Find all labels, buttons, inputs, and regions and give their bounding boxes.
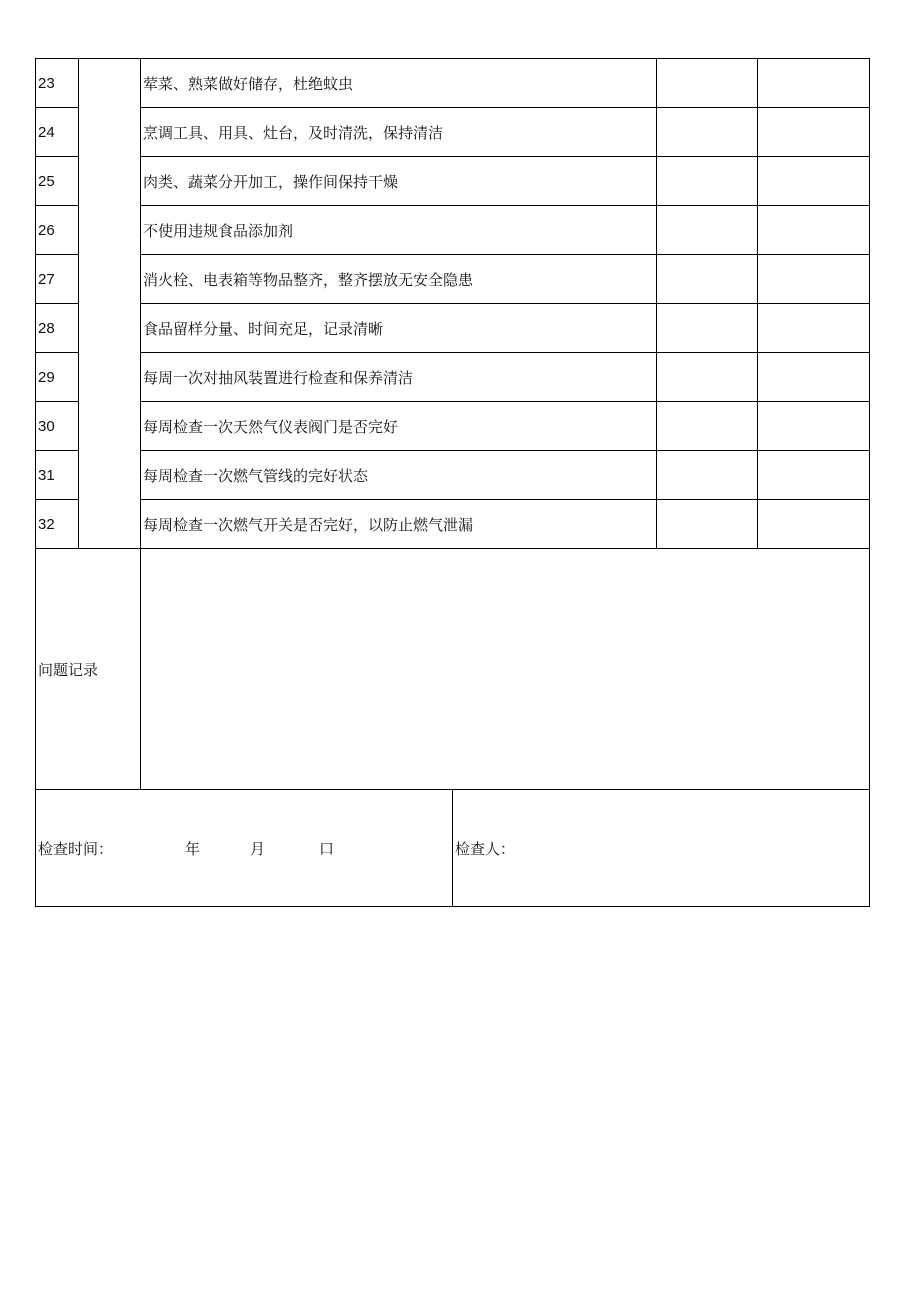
check-cell[interactable] [657,255,758,304]
table-row [36,59,870,108]
year-label: 年 [185,839,201,858]
item-text: 每周检查一次天然气仪表阀门是否完好 [141,402,657,451]
item-text: 烹调工具、用具、灶台，及时清洗，保持清洁 [141,108,657,157]
table-row [36,108,870,157]
table-row [36,402,870,451]
item-text: 不使用违规食品添加剂 [141,206,657,255]
problem-record-label: 问题记录 [36,549,141,790]
inspector-cell[interactable] [453,790,870,907]
day-label: 口 [319,839,335,858]
remark-cell[interactable] [758,108,870,157]
table-row [36,157,870,206]
remark-cell[interactable] [758,304,870,353]
remark-cell[interactable] [758,59,870,108]
item-number: 31 [36,451,79,500]
table-row [36,304,870,353]
item-text: 食品留样分量、时间充足，记录清晰 [141,304,657,353]
category-cell [79,59,141,549]
check-time-label: 检查时间： [38,839,114,858]
remark-cell[interactable] [758,451,870,500]
item-text: 肉类、蔬菜分开加工，操作间保持干燥 [141,157,657,206]
check-cell[interactable] [657,500,758,549]
item-text: 每周检查一次燃气开关是否完好，以防止燃气泄漏 [141,500,657,549]
item-number: 29 [36,353,79,402]
remark-cell[interactable] [758,255,870,304]
item-number: 24 [36,108,79,157]
table-row [36,451,870,500]
check-cell[interactable] [657,59,758,108]
month-label: 月 [250,839,266,858]
item-text: 每周检查一次燃气管线的完好状态 [141,451,657,500]
problem-record-row [36,549,870,790]
check-cell[interactable] [657,451,758,500]
remark-cell[interactable] [758,353,870,402]
table-row [36,353,870,402]
check-cell[interactable] [657,402,758,451]
check-cell[interactable] [657,353,758,402]
remark-cell[interactable] [758,157,870,206]
item-number: 32 [36,500,79,549]
item-number: 26 [36,206,79,255]
check-cell[interactable] [657,206,758,255]
problem-record-area[interactable] [141,549,870,790]
table-row [36,206,870,255]
inspector-label: 检查人： [455,839,516,858]
item-text: 荤菜、熟菜做好储存，杜绝蚊虫 [141,59,657,108]
remark-cell[interactable] [758,206,870,255]
check-cell[interactable] [657,108,758,157]
item-number: 30 [36,402,79,451]
table-row [36,255,870,304]
item-number: 28 [36,304,79,353]
table-row [36,500,870,549]
remark-cell[interactable] [758,402,870,451]
item-text: 每周一次对抽风装置进行检查和保养清洁 [141,353,657,402]
item-text: 消火栓、电表箱等物品整齐，整齐摆放无安全隐患 [141,255,657,304]
inspection-table [35,58,870,907]
remark-cell[interactable] [758,500,870,549]
footer-row [36,790,870,907]
item-number: 27 [36,255,79,304]
check-cell[interactable] [657,157,758,206]
item-number: 23 [36,59,79,108]
check-time-cell[interactable] [36,790,453,907]
check-cell[interactable] [657,304,758,353]
item-number: 25 [36,157,79,206]
